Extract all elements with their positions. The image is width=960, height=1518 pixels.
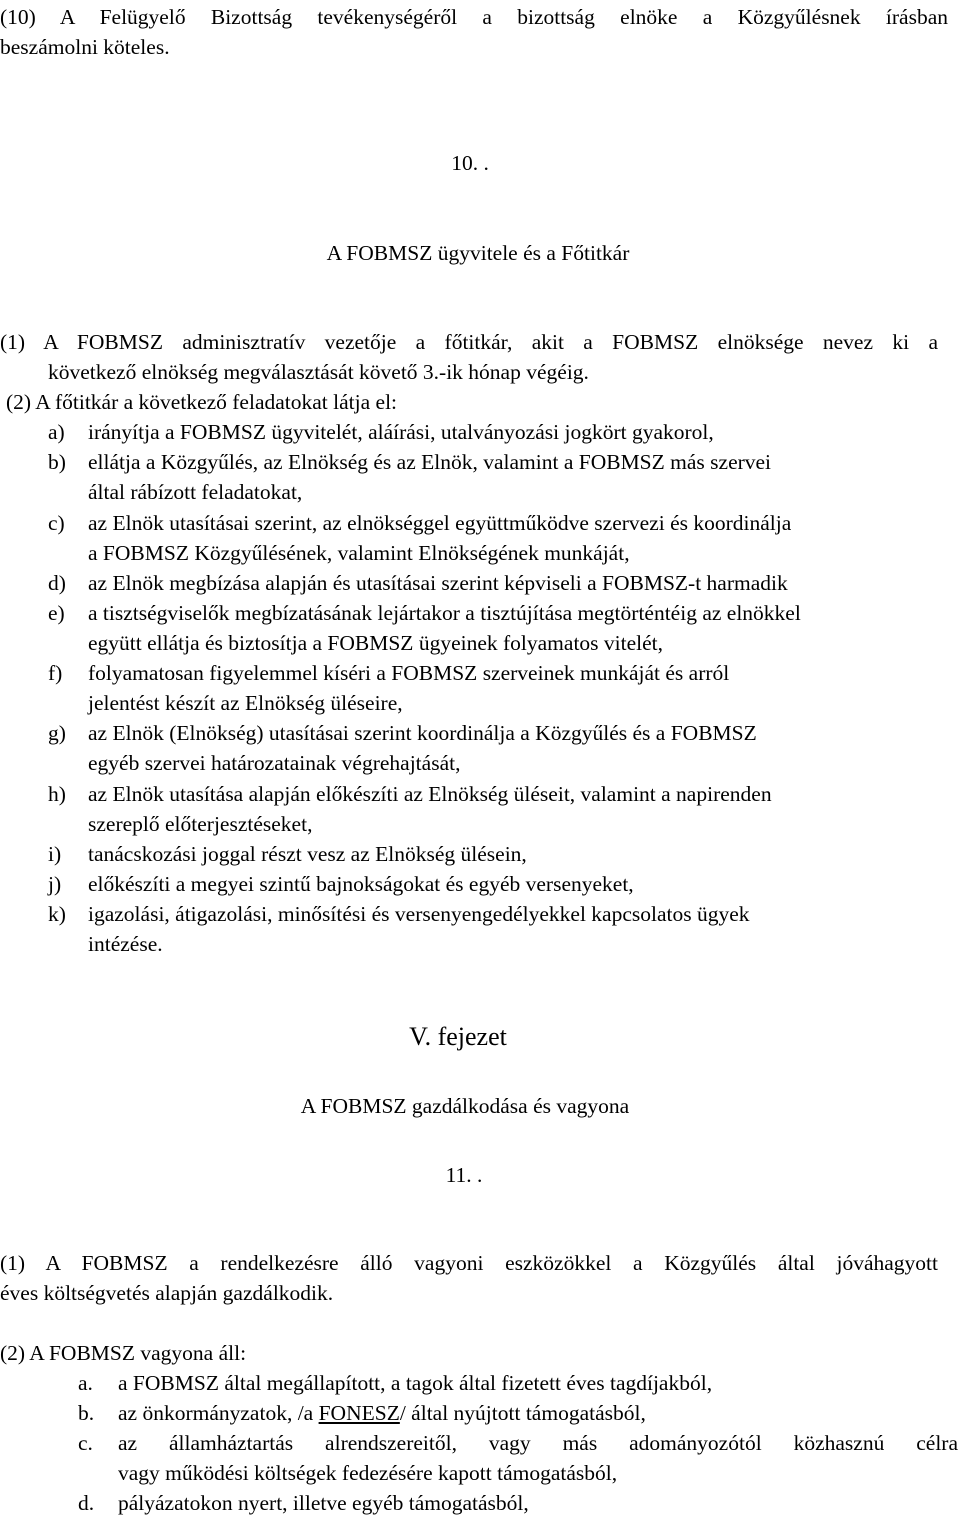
paragraph-10-text-1: (10) A Felügyelő Bizottság tevékenységéről a bizottság elnöke a Közgyűlésnek írásban [0,5,948,29]
list-marker: h) [48,782,66,806]
list-marker: j) [48,872,62,896]
list-item-text: az Elnök megbízása alapján és utasításai szerint képviseli a FOBMSZ-t harmadik [88,571,788,595]
list-marker: i) [48,842,62,866]
list-item-text-pre: az önkormányzatok, /a [118,1401,319,1425]
list-item-text: folyamatosan figyelemmel kíséri a FOBMSZ szerveinek munkáját és arról [88,661,730,685]
list-item-text: a FOBMSZ által megállapított, a tagok által fizetett éves tagdíjakból, [118,1371,713,1395]
list-item-text: az államháztartás alrendszereitől, vagy más adományozótól közhasznú célra [118,1431,958,1455]
list-item-text: jelentést készít az Elnökség üléseire, [88,691,403,715]
paragraph-10-line-2: beszámolni köteles. [0,35,170,59]
chapter5-p1-text-1: (1) A FOBMSZ a rendelkezésre álló vagyoni eszközökkel a Közgyűlés által jóváhagyott [0,1251,938,1275]
list-marker: c. [78,1431,93,1455]
list-marker: e) [48,601,65,625]
chapter5-p1-line-2: éves költségvetés alapján gazdálkodik. [0,1281,334,1305]
list-marker: d. [78,1491,95,1515]
list-item-text: vagy működési költségek fedezésére kapott támogatásból, [118,1461,618,1485]
chapter-heading: V. fejezet [409,1022,507,1051]
section-number-10: 10. . [451,151,489,175]
list-item-text: együtt ellátja és biztosítja a FOBMSZ ügyeinek folyamatos vitelét, [88,631,664,655]
foneszs-link[interactable]: FONESZ [318,1401,400,1425]
list-item-text: a tisztségviselők megbízatásának lejártakor a tisztújítása megtörténtéig az elnökkel [88,601,801,625]
list-item-text: pályázatokon nyert, illetve egyéb támogatásból, [118,1491,529,1515]
list-marker: c) [48,511,65,535]
list-marker: g) [48,721,66,745]
list-item-text: az Elnök utasítása alapján előkészíti az Elnökség üléseit, valamint a napirenden [88,782,772,806]
chapter-title: A FOBMSZ gazdálkodása és vagyona [300,1094,630,1118]
list-marker: b. [78,1401,95,1425]
list-item-text: szereplő előterjesztéseket, [88,812,313,836]
section10-p2-intro: (2) A főtitkár a következő feladatokat látja el: [6,390,398,414]
list-marker: k) [48,902,66,926]
list-item-text: irányítja a FOBMSZ ügyvitelét, aláírási, utalványozási jogkört gyakorol, [88,420,714,444]
paragraph-10-line-1 [0,2,948,32]
section10-p1-line-1 [0,327,940,357]
section10-p1-line-2: következő elnökség megválasztását követő 3.-ik hónap végéig. [48,360,589,384]
list-item-text: előkészíti a megyei szintű bajnokságokat és egyéb versenyeket, [88,872,634,896]
list-item-text: tanácskozási joggal részt vesz az Elnökség ülésein, [88,842,527,866]
list-item-text: intézése. [88,932,163,956]
section-number-11: 11. . [445,1163,483,1187]
list-item-text [118,1398,646,1428]
list-item-text: igazolási, átigazolási, minősítési és versenyengedélyekkel kapcsolatos ügyek [88,902,750,926]
list-marker: a. [78,1371,93,1395]
list-item-text-post: / által nyújtott támogatásból, [399,1401,646,1425]
list-marker: f) [48,661,63,685]
list-item-text: a FOBMSZ Közgyűlésének, valamint Elnökségének munkáját, [88,541,630,565]
list-marker: d) [48,571,66,595]
list-marker: a) [48,420,65,444]
list-item-text: az Elnök utasításai szerint, az elnökséggel együttműködve szervezi és koordinálja [88,511,792,535]
list-marker: b) [48,450,66,474]
list-item-text-wrap [118,1428,958,1458]
list-item-text: az Elnök (Elnökség) utasításai szerint koordinálja a Közgyűlés és a FOBMSZ [88,721,757,745]
chapter5-p1-line-1 [0,1248,940,1278]
list-item-text: egyéb szervei határozatainak végrehajtását, [88,751,461,775]
chapter5-p2-intro: (2) A FOBMSZ vagyona áll: [0,1341,247,1365]
list-item-text: által rábízott feladatokat, [88,480,303,504]
section10-p1-text-1: (1) A FOBMSZ adminisztratív vezetője a főtitkár, akit a FOBMSZ elnöksége nevez ki a [0,330,938,354]
section-title-10: A FOBMSZ ügyvitele és a Főtitkár [326,241,630,265]
list-item-text: ellátja a Közgyűlés, az Elnökség és az Elnök, valamint a FOBMSZ más szervei [88,450,772,474]
